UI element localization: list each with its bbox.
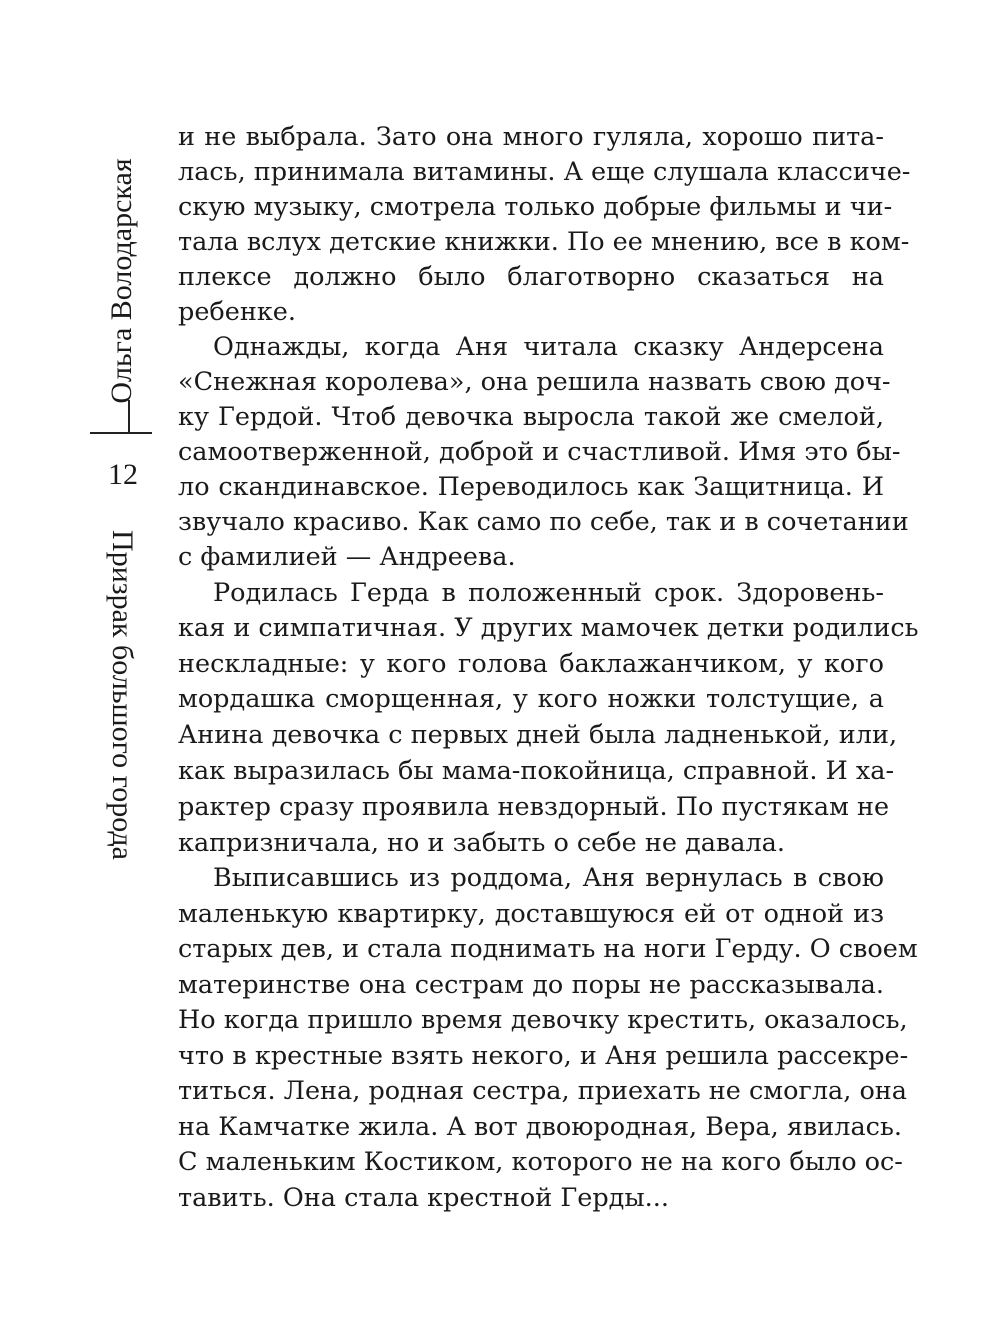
text-line: с фамилией — Андреева. — [178, 542, 516, 572]
text-line: Родилась Герда в положенный срок. Здоровень- — [213, 578, 884, 608]
text-line: скую музыку, смотрела только добрые фильмы и чи- — [178, 192, 893, 222]
page-number: 12 — [108, 458, 138, 491]
text-line: плексе должно было благотворно сказаться на — [178, 262, 884, 292]
text-line: ребенке. — [178, 297, 296, 327]
header-divider-vertical — [128, 400, 130, 432]
header-divider-horizontal — [90, 432, 152, 434]
text-line: Выписавшись из роддома, Аня вернулась в свою — [213, 863, 884, 893]
text-line: старых дев, и стала поднимать на ноги Герду. О своем — [178, 934, 918, 964]
text-line: Но когда пришло время девочку крестить, оказалось, — [178, 1005, 908, 1035]
text-line: титься. Лена, родная сестра, приехать не смогла, она — [178, 1076, 907, 1106]
text-line: самоотверженной, доброй и счастливой. Имя это бы- — [178, 437, 901, 467]
text-line: рактер сразу проявила невздорный. По пустякам не — [178, 792, 890, 822]
text-line: и не выбрала. Зато она много гуляла, хорошо пита- — [178, 122, 884, 152]
running-head-title: Призрак большого города — [106, 530, 139, 860]
text-line: Однажды, когда Аня читала сказку Андерсена — [213, 332, 884, 362]
text-line: звучало красиво. Как само по себе, так и в сочетании — [178, 507, 909, 537]
text-line: тавить. Она стала крестной Герды... — [178, 1183, 669, 1213]
text-line: как выразилась бы мама-покойница, справной. И ха- — [178, 756, 895, 786]
text-line: лась, принимала витамины. А еще слушала классиче- — [178, 157, 911, 187]
text-line: нескладные: у кого голова баклажанчиком, у кого — [178, 649, 884, 679]
text-line: тала вслух детские книжки. По ее мнению, все в ком- — [178, 227, 910, 257]
text-line: что в крестные взять некого, и Аня решила рассекре- — [178, 1041, 909, 1071]
text-line: на Камчатке жила. А вот двоюродная, Вера, явилась. — [178, 1112, 902, 1142]
text-line: капризничала, но и забыть о себе не давала. — [178, 828, 785, 858]
text-line: ку Гердой. Чтоб девочка выросла такой же смелой, — [178, 402, 884, 432]
text-line: ло скандинавское. Переводилось как Защитница. И — [178, 472, 884, 502]
text-line: Анина девочка с первых дней была ладненькой, или, — [178, 720, 898, 750]
text-line: материнстве она сестрам до поры не рассказывала. — [178, 970, 884, 1000]
text-line: «Снежная королева», она решила назвать свою доч- — [178, 367, 891, 397]
text-line: кая и симпатичная. У других мамочек детки родились — [178, 613, 919, 643]
text-line: мордашка сморщенная, у кого ножки толстущие, а — [178, 684, 884, 714]
text-line: маленькую квартирку, доставшуюся ей от одной из — [178, 899, 884, 929]
text-line: С маленьким Костиком, которого не на кого было ос- — [178, 1147, 903, 1177]
running-head-author: Ольга Володарская — [105, 158, 138, 404]
